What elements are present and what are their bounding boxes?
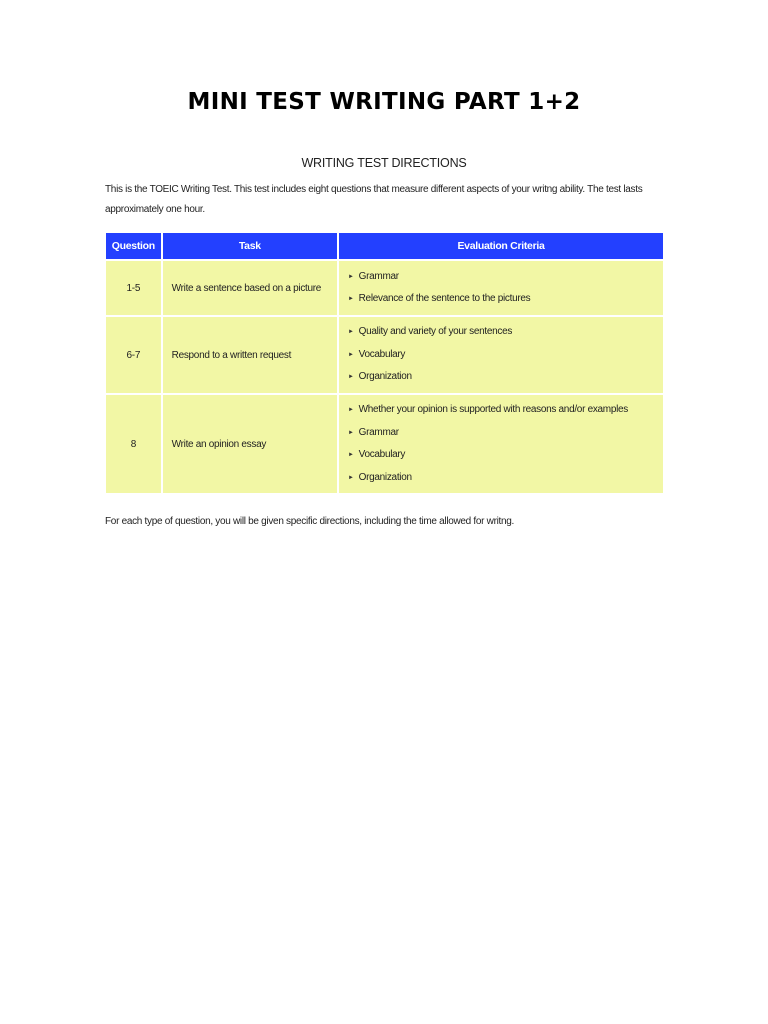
table-row bbox=[106, 317, 663, 393]
header-criteria: Evaluation Criteria bbox=[339, 233, 663, 259]
task-cell: Respond to a written request bbox=[163, 317, 337, 393]
footer-note: For each type of question, you will be given specific directions, including the time allowed for writng. bbox=[105, 516, 515, 527]
criteria-item bbox=[348, 399, 663, 422]
criteria-text: Whether your opinion is supported with reasons and/or examples bbox=[358, 404, 628, 415]
criteria-text: Vocabulary bbox=[358, 449, 406, 460]
criteria-cell bbox=[339, 395, 663, 493]
bullet-icon: ► bbox=[348, 429, 354, 436]
criteria-item bbox=[348, 366, 663, 389]
header-question: Question bbox=[106, 233, 161, 259]
criteria-text: Organization bbox=[358, 371, 412, 383]
question-cell: 1-5 bbox=[106, 261, 161, 315]
bullet-icon: ► bbox=[348, 407, 354, 413]
section-heading: WRITING TEST DIRECTIONS bbox=[301, 156, 467, 170]
criteria-text: Vocabulary bbox=[358, 348, 406, 360]
table-header-row bbox=[106, 233, 663, 259]
criteria-item bbox=[348, 422, 663, 445]
bullet-icon: ► bbox=[348, 351, 354, 358]
criteria-text: Relevance of the sentence to the pictures bbox=[358, 293, 531, 304]
bullet-icon: ► bbox=[348, 329, 354, 336]
header-task: Task bbox=[163, 233, 337, 259]
criteria-cell bbox=[339, 261, 663, 315]
bullet-icon: ► bbox=[348, 452, 354, 458]
criteria-item bbox=[348, 344, 663, 367]
criteria-text: Quality and variety of your sentences bbox=[358, 326, 513, 338]
criteria-list bbox=[348, 399, 663, 489]
criteria-list bbox=[348, 266, 663, 311]
criteria-list bbox=[348, 321, 663, 389]
criteria-item bbox=[348, 288, 663, 311]
bullet-icon: ► bbox=[348, 374, 354, 381]
criteria-text: Grammar bbox=[358, 426, 399, 438]
evaluation-table bbox=[104, 231, 665, 495]
question-cell: 6-7 bbox=[106, 317, 161, 393]
page-title: MINI TEST WRITING PART 1+2 bbox=[187, 89, 581, 115]
bullet-icon: ► bbox=[348, 296, 354, 302]
criteria-item bbox=[348, 266, 663, 289]
criteria-item bbox=[348, 467, 663, 490]
table-row bbox=[106, 261, 663, 315]
table-row bbox=[106, 395, 663, 493]
task-cell: Write an opinion essay bbox=[163, 395, 337, 493]
criteria-item bbox=[348, 444, 663, 467]
criteria-text: Organization bbox=[358, 471, 412, 483]
bullet-icon: ► bbox=[348, 474, 354, 481]
criteria-cell bbox=[339, 317, 663, 393]
intro-paragraph: This is the TOEIC Writing Test. This test includes eight questions that measure different aspects of your writng ability. The test lasts approximately one hour. bbox=[105, 184, 643, 215]
criteria-text: Grammar bbox=[358, 270, 399, 282]
question-cell: 8 bbox=[106, 395, 161, 493]
task-cell: Write a sentence based on a picture bbox=[163, 261, 337, 315]
criteria-item bbox=[348, 321, 663, 344]
bullet-icon: ► bbox=[348, 273, 354, 280]
